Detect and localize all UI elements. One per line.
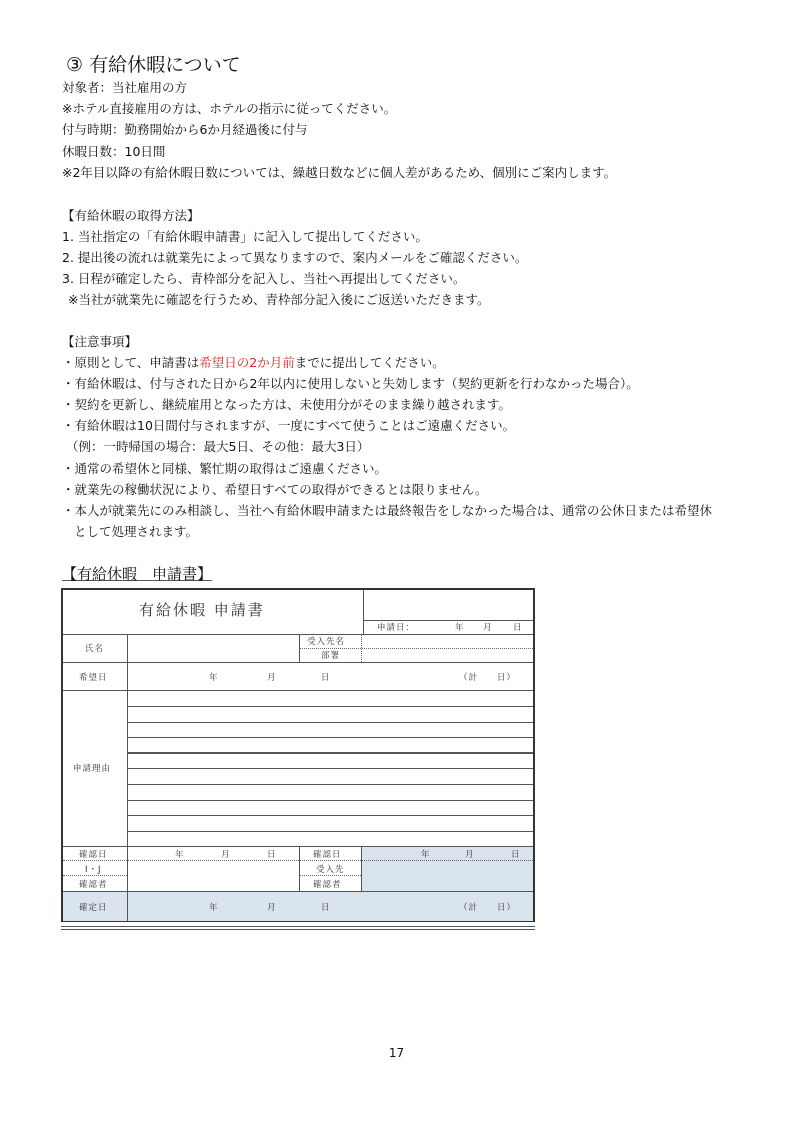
apply-month-label: 月 xyxy=(483,623,493,633)
apply-year-label: 年 xyxy=(455,623,465,633)
leave-application-form xyxy=(61,588,535,922)
note-5: ・通常の希望休と同様、繁忙期の取得はご遠慮ください。 xyxy=(62,461,388,476)
note-4: ・有給休暇は10日間付与されますが、一度にすべて使うことはご遠慮ください。 xyxy=(62,418,516,433)
notes-heading: 【注意事項】 xyxy=(62,334,138,349)
method-heading: 【有給休暇の取得方法】 xyxy=(62,208,200,223)
note-3: ・契約を更新し、継続雇用となった方は、未使用分がそのまま繰り越されます。 xyxy=(62,397,512,412)
host-confirm-date-label: 確認日 xyxy=(313,850,342,860)
note-6: ・就業先の稼働状況により、希望日すべての取得ができるとは限りません。 xyxy=(62,482,488,497)
host-confirm-year-label: 年 xyxy=(421,850,431,860)
wish-total-label: （計 日） xyxy=(459,673,517,683)
confirm-date-label: 確認日 xyxy=(79,850,108,860)
confirm-month-label: 月 xyxy=(221,850,231,860)
hotel-note-line: ※ホテル直接雇用の方は、ホテルの指示に従ってください。 xyxy=(62,101,397,116)
grant-time-line: 付与時期：勤務開始から6か月経過後に付与 xyxy=(62,122,308,137)
wish-day-label: 日 xyxy=(321,673,331,683)
note-7b: として処理されます。 xyxy=(74,524,199,539)
wish-date-label: 希望日 xyxy=(79,673,108,683)
section-title: ③ 有給休暇について xyxy=(66,54,241,76)
page-number: 17 xyxy=(388,1046,405,1060)
fixed-day-label: 日 xyxy=(321,903,331,913)
form-bottom-double-rule xyxy=(61,926,535,930)
ij-label: I・J xyxy=(85,865,102,875)
note-1 xyxy=(62,352,445,373)
note-1-pre: ・原則として、申請書は xyxy=(62,355,200,370)
form-heading: 【有給休暇 申請書】 xyxy=(62,565,213,583)
wish-month-label: 月 xyxy=(267,673,277,683)
reason-label: 申請理由 xyxy=(73,764,112,774)
note-7a: ・本人が就業先にのみ相談し、当社へ有給休暇申請または最終報告をしなかった場合は、通常の公休日または希望休 xyxy=(62,503,713,518)
method-step-2: 2. 提出後の流れは就業先によって異なりますので、案内メールをご確認ください。 xyxy=(62,250,528,265)
note-1-post: までに提出してください。 xyxy=(294,355,445,370)
confirmer-label: 確認者 xyxy=(79,880,108,890)
company-label: 受入先名 xyxy=(307,637,346,647)
name-label: 氏名 xyxy=(85,644,105,654)
note-1-deadline: 希望日の2か月前 xyxy=(199,355,295,370)
wish-year-label: 年 xyxy=(209,673,219,683)
fixed-date-label: 確定日 xyxy=(79,903,108,913)
host-label: 受入先 xyxy=(316,865,345,875)
confirm-year-label: 年 xyxy=(175,850,185,860)
confirm-day-label: 日 xyxy=(267,850,277,860)
host-confirm-month-label: 月 xyxy=(465,850,475,860)
note-4-example: （例：一時帰国の場合：最大5日、その他：最大3日） xyxy=(66,439,370,454)
days-line: 休暇日数：10日間 xyxy=(62,144,166,159)
note-2: ・有給休暇は、付与された日から2年以内に使用しないと失効します（契約更新を行わなかった場合）。 xyxy=(62,376,639,391)
method-step-1: 1. 当社指定の「有給休暇申請書」に記入して提出してください。 xyxy=(62,229,428,244)
dept-label: 部署 xyxy=(321,651,341,661)
target-line: 対象者：当社雇用の方 xyxy=(62,80,188,95)
carryover-note-line: ※2年目以降の有給休暇日数については、繰越日数などに個人差があるため、個別にご案内します。 xyxy=(62,165,617,180)
host-confirm-day-label: 日 xyxy=(511,850,521,860)
fixed-year-label: 年 xyxy=(209,903,219,913)
method-step-3: 3. 日程が確定したら、青枠部分を記入し、当社へ再提出してください。 xyxy=(62,271,466,286)
apply-date-label: 申請日： xyxy=(377,623,416,633)
fixed-total-label: （計 日） xyxy=(459,903,517,913)
apply-day-label: 日 xyxy=(513,623,523,633)
confirm-shade-right xyxy=(361,846,533,891)
fixed-month-label: 月 xyxy=(267,903,277,913)
host-confirmer-label: 確認者 xyxy=(313,880,342,890)
method-step-3-note: ※当社が就業先に確認を行うため、青枠部分記入後にご返送いただきます。 xyxy=(68,292,490,307)
form-title: 有給休暇 申請書 xyxy=(139,601,265,619)
